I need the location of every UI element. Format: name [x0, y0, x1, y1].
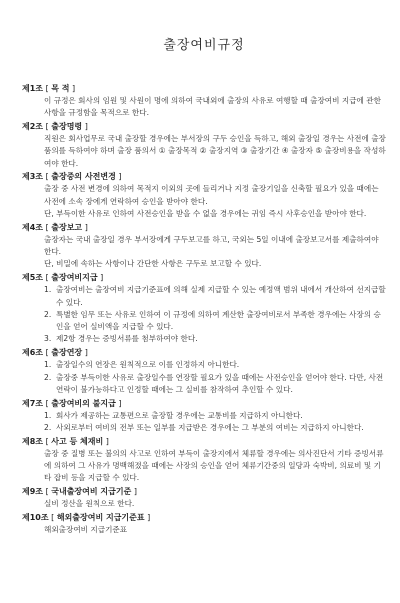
item-text: 출장여비는 출장여비 지급기준표에 의해 실제 지급할 수 있는 예정액 범위 내에서 개산하여 선지급할 수 있다. — [56, 285, 386, 307]
bracket-close: ] — [100, 273, 104, 283]
article-title: 출장보고 — [51, 222, 83, 232]
bracket-open: [ — [45, 273, 49, 283]
bracket-open: [ — [45, 122, 49, 132]
article-body — [44, 359, 386, 396]
bracket-open: [ — [45, 84, 49, 93]
article-4 — [22, 222, 386, 271]
article-title: 국내출장여비 지급기준 — [51, 487, 132, 497]
article-item — [44, 284, 386, 309]
document-title: 출장여비규정 — [163, 38, 245, 53]
item-number: 1. — [44, 360, 52, 370]
article-heading — [22, 486, 386, 498]
article-title: 해외출장여비 지급기준표 — [56, 512, 145, 522]
bracket-open: [ — [45, 436, 49, 446]
item-number: 1. — [44, 285, 52, 295]
article-heading — [22, 121, 386, 133]
item-text: 특별한 임무 또는 사유로 인하여 이 규정에 의하여 계산한 출장여비로서 부족한 경우에는 사장의 승인을 얻어 실비액을 지급할 수 있다. — [56, 309, 381, 332]
article-heading — [22, 171, 386, 183]
item-text: 출장중 부득이한 사유로 출장일수를 연장할 필요가 있을 때에는 사전승인을 얻어야 한다. 다만, 사전연락이 불가능하다고 인정할 때에는 그 실비를 참작하여 추인할 수 있다. — [56, 372, 384, 394]
item-number: 2. — [44, 309, 52, 319]
article-title: 사고 등 체재비 — [51, 436, 104, 446]
article-title: 출장여비의 불지급 — [51, 398, 116, 408]
article-number: 제10조 — [22, 512, 49, 522]
article-paragraph: 실비 정산을 원칙으로 한다. — [44, 499, 135, 509]
articles-list — [22, 83, 386, 536]
article-paragraph: 직원은 회사업무로 국내 출장할 경우에는 부서장의 구두 승인을 득하고, 해외 출장일 경우는 사전에 출장품의를 득하여야 하며 출장 품의서 ① 출장목적 ② 출장지역 ③ 출장기간 ④ 출장자 ⑤ 출장비용을 작성하여야 한다. — [44, 134, 386, 168]
article-title: 출장연장 — [51, 348, 83, 358]
item-text: 제2항 경우는 증빙서류를 첨부하여야 한다. — [56, 334, 198, 344]
article-body — [44, 498, 386, 510]
item-text: 출장일수의 연장은 원칙적으로 이를 인정하지 아니한다. — [56, 360, 240, 370]
article-title: 목 적 — [51, 84, 70, 93]
article-2 — [22, 121, 386, 170]
bracket-close: ] — [84, 122, 88, 132]
bracket-close: ] — [84, 222, 88, 232]
bracket-close: ] — [118, 172, 122, 182]
article-paragraph: 단, 비밀에 속하는 사항이나 간단한 사항은 구두로 보고할 수 있다. — [44, 259, 262, 269]
article-heading — [22, 436, 386, 448]
article-paragraph: 이 규정은 회사의 임원 및 사원이 명에 의하여 국내외에 출장의 사유로 여행할 때 출장여비 지급에 관한 사항을 규정함을 목적으로 한다. — [44, 96, 381, 118]
article-paragraph: 출장 중 질병 또는 불의의 사고로 인하여 부득이 출장지에서 체류할 경우에는 의사진단서 기타 증빙서류에 의하여 그 사유가 명백해졌을 때에는 사장의 승인을 얻어 체류기간중의 일당과 숙박비, 의료비 및 기타 잡비 등을 지급할 수 있다. — [44, 448, 384, 483]
article-item — [44, 372, 386, 397]
bracket-close: ] — [72, 84, 76, 93]
bracket-close: ] — [84, 348, 88, 358]
article-number: 제5조 — [22, 273, 44, 283]
article-paragraph: 출장 중 사전 변경에 의하여 목적지 이외의 곳에 들리거나 지정 출장기일을 신축할 필요가 있을 때에는 사전에 소속 장에게 연락하여 승인을 받아야 한다. — [44, 184, 379, 206]
article-paragraph: 해외출장여비 지급기준표 — [44, 524, 128, 534]
article-6 — [22, 347, 386, 396]
article-8 — [22, 436, 386, 485]
bracket-open: [ — [45, 348, 49, 358]
article-body — [44, 183, 386, 220]
bracket-open: [ — [45, 222, 49, 232]
article-heading — [22, 272, 386, 284]
bracket-close: ] — [133, 487, 137, 497]
article-number: 제8조 — [22, 436, 44, 446]
article-body — [44, 234, 386, 271]
article-5 — [22, 272, 386, 345]
article-number: 제4조 — [22, 222, 44, 232]
bracket-open: [ — [45, 172, 49, 182]
article-item — [44, 410, 386, 422]
article-number: 제9조 — [22, 487, 44, 497]
article-body — [44, 95, 386, 120]
article-heading — [22, 347, 386, 359]
bracket-close: ] — [105, 436, 109, 446]
item-number: 1. — [44, 410, 52, 420]
item-number: 2. — [44, 372, 52, 382]
article-item — [44, 333, 386, 345]
item-text: 회사가 제공하는 교통편으로 출장할 경우에는 교통비를 지급하지 아니한다. — [56, 410, 303, 420]
article-number: 제6조 — [22, 348, 44, 358]
article-heading — [22, 83, 386, 95]
article-heading — [22, 398, 386, 410]
article-heading — [22, 222, 386, 234]
article-1 — [22, 83, 386, 120]
article-7 — [22, 398, 386, 435]
article-body — [44, 524, 386, 536]
article-body — [44, 448, 386, 485]
article-title: 출장중의 사전변경 — [51, 172, 116, 182]
article-item — [44, 309, 386, 334]
bracket-open: [ — [45, 398, 49, 408]
article-paragraph: 단, 부득이한 사유로 인하여 사전승인을 받을 수 없을 경우에는 귀임 즉시 사후승인을 받아야 한다. — [44, 209, 367, 219]
bracket-close: ] — [147, 512, 151, 522]
article-item — [44, 359, 386, 371]
article-body — [44, 133, 386, 170]
article-body — [44, 410, 386, 435]
article-number: 제2조 — [22, 122, 44, 132]
bracket-close: ] — [118, 398, 122, 408]
article-title: 출장여비지급 — [51, 273, 98, 283]
item-number: 2. — [44, 422, 52, 432]
article-title: 출장명령 — [51, 122, 83, 132]
bracket-open: [ — [45, 487, 49, 497]
article-number: 제1조 — [22, 84, 44, 93]
article-body — [44, 284, 386, 345]
article-number: 제7조 — [22, 398, 44, 408]
bracket-open: [ — [51, 512, 55, 522]
article-3 — [22, 171, 386, 220]
article-paragraph: 출장자는 국내 출장일 경우 부서장에게 구두보고를 하고, 국외는 5일 이내에 출장보고서를 제출하여야 한다. — [44, 234, 379, 257]
item-text: 사외로부터 여비의 전부 또는 일부를 지급받은 경우에는 그 부분의 여비는 지급하지 아니한다. — [56, 422, 364, 432]
article-item — [44, 422, 386, 434]
article-10 — [22, 512, 386, 536]
article-9 — [22, 486, 386, 510]
article-number: 제3조 — [22, 172, 44, 182]
item-number: 3. — [44, 334, 52, 344]
article-heading — [22, 512, 386, 524]
